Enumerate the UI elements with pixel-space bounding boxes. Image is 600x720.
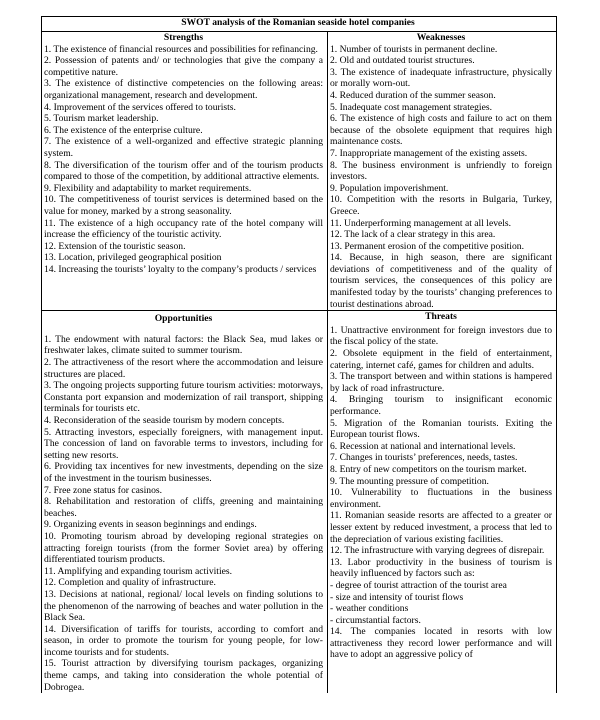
threats-item: 9. The mounting pressure of competition. [330, 475, 489, 487]
opportunities-item: 1. The endowment with natural factors: the Black Sea, mud lakes or freshwater lakes, climate suited to summer tourism. [44, 333, 323, 357]
weaknesses-list [330, 44, 552, 311]
weaknesses-item: 13. Permanent erosion of the competitive position. [330, 240, 524, 252]
threats-item: 12. The infrastructure with varying degrees of disrepair. [330, 545, 545, 557]
opportunities-item: 3. The ongoing projects supporting future tourism activities: motorways, Constanta port expansion and modernization of rail transport, shipping terminals for tourists etc. [44, 380, 323, 415]
threats-item: 3. The transport between and within stations is hampered by lack of road infrastructure. [330, 371, 552, 394]
strengths-item: 9. Flexibility and adaptability to market requirements. [44, 182, 252, 194]
weaknesses-cell [328, 32, 557, 311]
strengths-item: 3. The existence of distinctive competencies on the following areas: organizational management, research and development. [44, 78, 323, 101]
strengths-item: 10. The competitiveness of tourist services is determined based on the value for money, marked by a strong seasonality. [44, 194, 323, 217]
strengths-item: 14. Increasing the tourists’ loyalty to the company’s products / services [44, 263, 317, 275]
threats-item: 10. Vulnerability to fluctuations in the business environment. [330, 487, 552, 510]
strengths-item: 1. The existence of financial resources and possibilities for refinancing. [44, 43, 318, 55]
threats-item: 11. Romanian seaside resorts are affected to a greater or lesser extent by reduced investment, a process that led to the depreciation of various existing facilities. [330, 510, 552, 545]
threats-item: 6. Recession at national and international levels. [330, 440, 516, 452]
opportunities-item: 7. Free zone status for casinos. [44, 484, 163, 496]
swot-table [41, 16, 557, 693]
strengths-cell [42, 32, 328, 311]
opportunities-heading: Opportunities [154, 313, 213, 325]
threats-item: - weather conditions [330, 603, 409, 615]
weaknesses-item: 10. Competition with the resorts in Bulgaria, Turkey, Greece. [330, 194, 552, 217]
opportunities-item: 14. Diversification of tariffs for tourists, according to comfort and season, in order to promote the tourism for young people, for low-income tourists and for students. [44, 623, 323, 658]
weaknesses-item: 12. The lack of a clear strategy in this area. [330, 229, 496, 241]
opportunities-item: 9. Organizing events in season beginnings and endings. [44, 519, 257, 531]
weaknesses-item: 5. Inadequate cost management strategies. [330, 101, 492, 113]
strengths-item: 8. The diversification of the tourism offer and of the tourism products compared to those of the competition, by additional attractive elements. [44, 159, 323, 183]
weaknesses-heading: Weaknesses [416, 32, 466, 43]
weaknesses-item: 9. Population impoverishment. [330, 182, 449, 194]
weaknesses-item: 6. The existence of high costs and failure to act on them because of the obsolete equipment that requires high maintenance costs. [330, 113, 552, 148]
threats-item: 5. Migration of the Romanian tourists. Exiting the European tourist flows. [330, 417, 552, 441]
weaknesses-item: 11. Underperforming management at all levels. [330, 217, 512, 229]
strengths-item: 12. Extension of the touristic season. [44, 240, 186, 252]
threats-item: 8. Entry of new competitors on the tourism market. [330, 463, 527, 475]
threats-heading: Threats [425, 311, 457, 323]
opportunities-item: 2. The attractiveness of the resort where the accommodation and leisure structures are placed. [44, 357, 323, 380]
opportunities-item: 4. Reconsideration of the seaside tourism by modern concepts. [44, 415, 285, 426]
strengths-item: 13. Location, privileged geographical position [44, 252, 222, 264]
threats-item: - circumstantial factors. [330, 614, 421, 626]
threats-list [330, 325, 552, 661]
weaknesses-item: 1. Number of tourists in permanent decline. [330, 43, 498, 55]
strengths-item: 2. Possession of patents and/ or technologies that give the company a competitive nature. [44, 55, 323, 78]
opportunities-item: 15. Tourist attraction by diversifying tourism packages, organizing theme camps, and taking into consideration the whole potential of Dobrogea. [44, 658, 323, 693]
threats-item: 1. Unattractive environment for foreign investors due to the fiscal policy of the state. [330, 324, 552, 348]
strengths-heading: Strengths [163, 32, 204, 43]
opportunities-item: 13. Decisions at national, regional/ local levels on finding solutions to the phenomenon of the narrowing of beaches and water pollution in the Black Sea. [44, 588, 323, 624]
opportunities-list [44, 334, 323, 693]
swot-document [41, 16, 556, 693]
opportunities-item: 8. Rehabilitation and restoration of cliffs, greening and maintaining beaches. [44, 496, 323, 519]
threats-item: 2. Obsolete equipment in the field of entertainment, catering, internet café, games for children and adults. [330, 348, 552, 371]
opportunities-cell [42, 311, 328, 694]
weaknesses-item: 14. Because, in high season, there are significant deviations of competitiveness and of the quality of tourism services, the consequences of this policy are manifested today by the tourists’ changing preferences to tourist destinations abroad. [330, 252, 552, 310]
strengths-item: 4. Improvement of the services offered to tourists. [44, 101, 236, 113]
weaknesses-item: 2. Old and outdated tourist structures. [330, 55, 475, 67]
threats-item: 7. Changes in tourists’ preferences, needs, tastes. [330, 452, 518, 464]
opportunities-item: 5. Attracting investors, especially foreigners, with management input. The concession of land on favorable terms to investors, including for setting new resorts. [44, 426, 323, 461]
weaknesses-item: 7. Inappropriate management of the existing assets. [330, 147, 528, 159]
strengths-list [44, 44, 323, 276]
threats-cell [328, 311, 557, 694]
opportunities-item: 12. Completion and quality of infrastructure. [44, 577, 216, 589]
strengths-item: 11. The existence of a high occupancy rate of the hotel company will increase the efficiency of the touristic activity. [44, 217, 323, 241]
threats-item: - size and intensity of tourist flows [330, 591, 464, 603]
threats-item: 4. Bringing tourism to insignificant economic performance. [330, 394, 552, 417]
threats-item: 14. The companies located in resorts with low attractiveness they record lower performance and will have to adopt an aggressive policy of [330, 626, 552, 661]
weaknesses-item: 3. The existence of inadequate infrastructure, physically or morally worn-out. [330, 66, 552, 90]
threats-item: 13. Labor productivity in the business of tourism is heavily influenced by factors such as: [330, 556, 552, 580]
threats-item: - degree of tourist attraction of the tourist area [330, 579, 507, 591]
weaknesses-item: 4. Reduced duration of the summer season. [330, 89, 496, 101]
opportunities-item: 6. Providing tax incentives for new investments, depending on the size of the investment in the tourism businesses. [44, 461, 323, 484]
strengths-item: 5. Tourism market leadership. [44, 113, 159, 125]
table-title: SWOT analysis of the Romanian seaside hotel companies [42, 17, 557, 32]
strengths-item: 6. The existence of the enterprise culture. [44, 124, 203, 136]
opportunities-item: 10. Promoting tourism abroad by developing regional strategies on attracting foreign tourists (from the former Soviet area) by offering differentiated tourism products. [44, 530, 323, 566]
weaknesses-item: 8. The business environment is unfriendly to foreign investors. [330, 159, 552, 183]
opportunities-item: 11. Amplifying and expanding tourism activities. [44, 565, 233, 577]
strengths-item: 7. The existence of a well-organized and effective strategic planning system. [44, 136, 323, 159]
